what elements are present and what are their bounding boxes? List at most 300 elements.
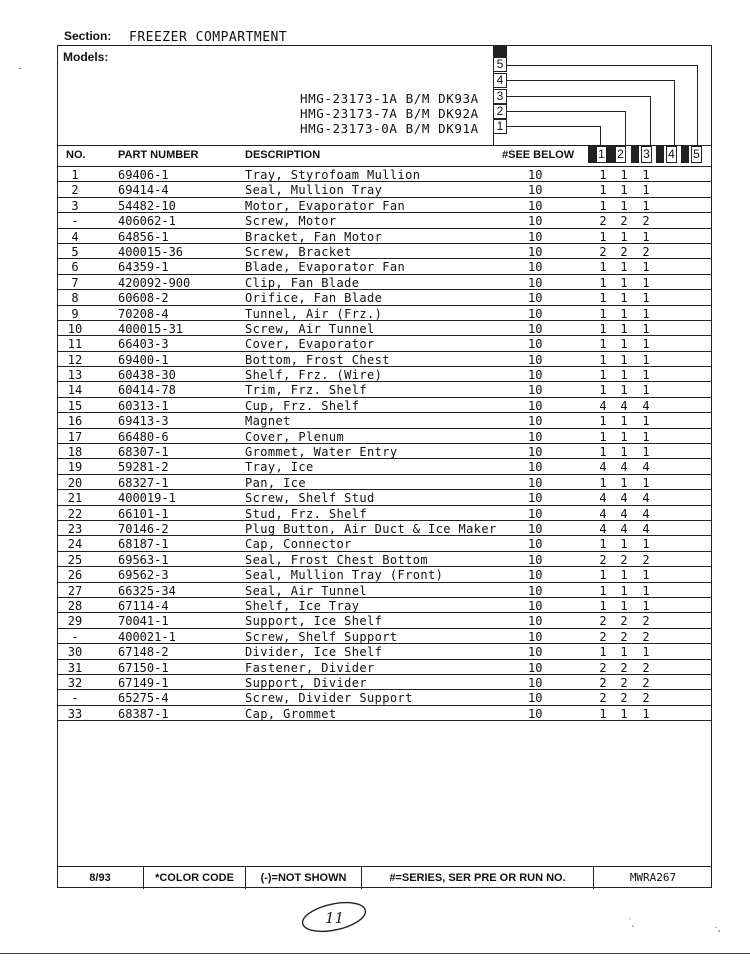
part-description: Seal, Mullion Tray [245, 183, 383, 198]
model-box: 3 [493, 89, 507, 104]
part-number: 68387-1 [118, 706, 169, 721]
part-description: Screw, Divider Support [245, 691, 413, 706]
quantity-model-3: 1 [642, 414, 650, 429]
model-box-cap [493, 46, 507, 57]
quantity-model-2: 1 [620, 352, 628, 367]
quantity-model-2: 1 [620, 414, 628, 429]
part-number: 60414-78 [118, 383, 176, 398]
quantity-model-3: 1 [642, 198, 650, 213]
quantity-model-2: 4 [620, 491, 628, 506]
footer-not-shown: (-)=NOT SHOWN [246, 867, 362, 889]
quantity-model-1: 1 [599, 598, 607, 613]
model-name: HMG-23173-1A B/M DK93A [300, 91, 479, 106]
quantity-model-3: 2 [642, 214, 650, 229]
quantity-model-2: 2 [620, 675, 628, 690]
quantity-model-1: 2 [599, 691, 607, 706]
quantity-model-2: 1 [620, 645, 628, 660]
table-row [58, 306, 711, 321]
see-below-code: 10 [528, 583, 543, 598]
part-description: Support, Divider [245, 675, 367, 690]
part-description: Cap, Grommet [245, 706, 337, 721]
item-number: 17 [67, 429, 83, 444]
quantity-model-2: 1 [620, 168, 628, 182]
see-below-code: 10 [528, 337, 543, 352]
part-number: 70041-1 [118, 614, 169, 629]
part-description: Screw, Shelf Stud [245, 491, 375, 506]
quantity-model-2: 2 [620, 614, 628, 629]
quantity-model-2: 1 [620, 706, 628, 721]
item-number: 23 [67, 521, 83, 536]
quantity-model-1: 1 [599, 429, 607, 444]
part-number: 69413-3 [118, 414, 169, 429]
table-row [58, 167, 711, 182]
quantity-model-3: 1 [642, 183, 650, 198]
part-description: Plug Button, Air Duct & Ice Maker [245, 521, 497, 536]
part-description: Seal, Mullion Tray (Front) [245, 568, 444, 583]
quantity-model-1: 1 [599, 198, 607, 213]
part-description: Seal, Air Tunnel [245, 583, 367, 598]
quantity-model-2: 1 [620, 183, 628, 198]
see-below-code: 10 [528, 675, 543, 690]
part-description: Clip, Fan Blade [245, 275, 360, 290]
item-number: 15 [67, 398, 83, 413]
item-number: 20 [67, 475, 83, 490]
part-number: 66101-1 [118, 506, 169, 521]
quantity-model-1: 1 [599, 706, 607, 721]
quantity-model-3: 4 [642, 398, 650, 413]
part-description: Bottom, Frost Chest [245, 352, 390, 367]
quantity-model-2: 1 [620, 198, 628, 213]
item-number: 29 [67, 614, 83, 629]
footer-date: 8/93 [57, 867, 144, 889]
see-below-code: 10 [528, 168, 543, 182]
see-below-code: 10 [528, 445, 543, 460]
column-header-see-below: #SEE BELOW [502, 149, 575, 161]
table-row [58, 336, 711, 351]
part-description: Divider, Ice Shelf [245, 645, 383, 660]
part-number: 406062-1 [118, 214, 176, 229]
model-box: 4 [493, 73, 507, 88]
quantity-model-3: 1 [642, 568, 650, 583]
part-number: 70146-2 [118, 521, 169, 536]
part-number: 69414-4 [118, 183, 169, 198]
quantity-model-1: 1 [599, 229, 607, 244]
part-number: 66403-3 [118, 337, 169, 352]
table-row [58, 613, 711, 628]
quantity-model-1: 1 [599, 645, 607, 660]
leader-line [507, 65, 697, 66]
quantity-model-1: 4 [599, 506, 607, 521]
see-below-code: 10 [528, 383, 543, 398]
table-row [58, 321, 711, 336]
part-number: 64856-1 [118, 229, 169, 244]
item-number: - [71, 629, 79, 644]
part-description: Trim, Frz. Shelf [245, 383, 367, 398]
see-below-code: 10 [528, 306, 543, 321]
footer-doc-code: MWRA267 [629, 871, 677, 884]
quantity-model-1: 1 [599, 383, 607, 398]
footer-bar [57, 866, 712, 889]
table-row [58, 182, 711, 197]
quantity-model-1: 1 [599, 168, 607, 182]
quantity-model-3: 1 [642, 706, 650, 721]
item-number: 24 [67, 537, 83, 552]
item-number: - [71, 691, 79, 706]
quantity-model-2: 2 [620, 629, 628, 644]
item-number: 30 [67, 645, 83, 660]
see-below-code: 10 [528, 691, 543, 706]
quantity-model-2: 2 [620, 552, 628, 567]
part-number: 64359-1 [118, 260, 169, 275]
part-number: 59281-2 [118, 460, 169, 475]
see-below-code: 10 [528, 552, 543, 567]
table-row [58, 475, 711, 490]
quantity-model-3: 1 [642, 337, 650, 352]
part-description: Fastener, Divider [245, 660, 375, 675]
page-number-mark [300, 900, 370, 934]
item-number: 12 [67, 352, 83, 367]
section-label: Section: [64, 29, 112, 43]
part-number: 54482-10 [118, 198, 176, 213]
part-number: 66480-6 [118, 429, 169, 444]
part-number: 420092-900 [118, 275, 191, 290]
leader-line [507, 96, 650, 97]
quantity-model-1: 4 [599, 460, 607, 475]
quantity-model-2: 1 [620, 337, 628, 352]
item-number: 2 [71, 183, 79, 198]
quantity-model-1: 1 [599, 321, 607, 336]
table-row [58, 629, 711, 644]
part-description: Cap, Connector [245, 537, 352, 552]
table-row [58, 413, 711, 428]
quantity-model-2: 4 [620, 398, 628, 413]
column-header-model-5: 5 [691, 146, 702, 163]
quantity-model-3: 1 [642, 229, 650, 244]
column-header-cap [607, 146, 615, 163]
table-row [58, 706, 711, 721]
quantity-model-3: 4 [642, 491, 650, 506]
see-below-code: 10 [528, 475, 543, 490]
quantity-model-3: 1 [642, 383, 650, 398]
quantity-model-3: 2 [642, 660, 650, 675]
column-header-cap [588, 146, 596, 163]
item-number: 19 [67, 460, 83, 475]
quantity-model-3: 1 [642, 352, 650, 367]
column-header-model-2: 2 [615, 146, 626, 163]
part-description: Cup, Frz. Shelf [245, 398, 360, 413]
quantity-model-3: 1 [642, 583, 650, 598]
quantity-model-1: 2 [599, 660, 607, 675]
quantity-model-2: 1 [620, 321, 628, 336]
footer-series-legend: #=SERIES, SER PRE OR RUN NO. [362, 867, 594, 889]
see-below-code: 10 [528, 229, 543, 244]
part-number: 69562-3 [118, 568, 169, 583]
table-row [58, 552, 711, 567]
part-description: Screw, Bracket [245, 244, 352, 259]
quantity-model-2: 1 [620, 229, 628, 244]
quantity-model-2: 4 [620, 521, 628, 536]
quantity-model-1: 1 [599, 475, 607, 490]
part-number: 68187-1 [118, 537, 169, 552]
quantity-model-1: 1 [599, 568, 607, 583]
part-number: 67148-2 [118, 645, 169, 660]
scan-smudge: ʿ˛ [628, 916, 636, 928]
table-row [58, 536, 711, 551]
page-number-text: 11 [325, 909, 345, 927]
part-description: Grommet, Water Entry [245, 445, 398, 460]
part-number: 400015-36 [118, 244, 184, 259]
quantity-model-1: 2 [599, 552, 607, 567]
leader-line [600, 126, 601, 147]
part-description: Cover, Plenum [245, 429, 345, 444]
part-description: Shelf, Frz. (Wire) [245, 368, 383, 383]
quantity-model-1: 4 [599, 521, 607, 536]
table-row [58, 229, 711, 244]
quantity-model-2: 1 [620, 537, 628, 552]
table-row [58, 644, 711, 659]
item-number: 13 [67, 368, 83, 383]
footer-color-code: *COLOR CODE [144, 867, 246, 889]
see-below-code: 10 [528, 460, 543, 475]
part-number: 67149-1 [118, 675, 169, 690]
table-row [58, 198, 711, 213]
quantity-model-3: 1 [642, 598, 650, 613]
part-description: Stud, Frz. Shelf [245, 506, 367, 521]
quantity-model-2: 1 [620, 598, 628, 613]
part-number: 66325-34 [118, 583, 176, 598]
table-row [58, 583, 711, 598]
quantity-model-3: 2 [642, 614, 650, 629]
table-row [58, 490, 711, 505]
leader-line [650, 96, 651, 147]
see-below-code: 10 [528, 660, 543, 675]
column-header-model-4: 4 [666, 146, 677, 163]
quantity-model-1: 1 [599, 414, 607, 429]
quantity-model-3: 1 [642, 291, 650, 306]
part-description: Screw, Motor [245, 214, 337, 229]
quantity-model-3: 2 [642, 244, 650, 259]
item-number: 6 [71, 260, 79, 275]
quantity-model-3: 1 [642, 645, 650, 660]
quantity-model-1: 1 [599, 583, 607, 598]
part-description: Blade, Evaporator Fan [245, 260, 406, 275]
quantity-model-1: 1 [599, 291, 607, 306]
item-number: 31 [67, 660, 83, 675]
see-below-code: 10 [528, 398, 543, 413]
item-number: 18 [67, 445, 83, 460]
quantity-model-1: 1 [599, 368, 607, 383]
quantity-model-2: 2 [620, 244, 628, 259]
column-header-model-1: 1 [596, 146, 607, 163]
see-below-code: 10 [528, 429, 543, 444]
quantity-model-1: 1 [599, 275, 607, 290]
quantity-model-3: 2 [642, 552, 650, 567]
quantity-model-3: 2 [642, 691, 650, 706]
quantity-model-2: 1 [620, 260, 628, 275]
quantity-model-3: 2 [642, 629, 650, 644]
see-below-code: 10 [528, 214, 543, 229]
part-description: Screw, Shelf Support [245, 629, 398, 644]
quantity-model-2: 4 [620, 460, 628, 475]
quantity-model-2: 1 [620, 368, 628, 383]
see-below-code: 10 [528, 568, 543, 583]
table-row [58, 275, 711, 290]
see-below-code: 10 [528, 244, 543, 259]
table-row [58, 459, 711, 474]
part-description: Cover, Evaporator [245, 337, 375, 352]
leader-line [674, 80, 675, 147]
see-below-code: 10 [528, 321, 543, 336]
column-header-part-number: PART NUMBER [118, 149, 199, 161]
table-row [58, 506, 711, 521]
quantity-model-3: 1 [642, 445, 650, 460]
quantity-model-2: 1 [620, 445, 628, 460]
item-number: 26 [67, 568, 83, 583]
table-row [58, 290, 711, 305]
quantity-model-3: 4 [642, 460, 650, 475]
quantity-model-3: 1 [642, 537, 650, 552]
item-number: - [71, 214, 79, 229]
see-below-code: 10 [528, 491, 543, 506]
item-number: 33 [67, 706, 83, 721]
see-below-code: 10 [528, 706, 543, 721]
column-header-cap [656, 146, 664, 163]
model-box: 1 [493, 119, 507, 134]
quantity-model-3: 1 [642, 368, 650, 383]
part-description: Screw, Air Tunnel [245, 321, 375, 336]
quantity-model-3: 1 [642, 306, 650, 321]
part-description: Tray, Ice [245, 460, 314, 475]
leader-line [507, 111, 625, 112]
quantity-model-3: 1 [642, 260, 650, 275]
part-number: 69400-1 [118, 352, 169, 367]
see-below-code: 10 [528, 275, 543, 290]
leader-line [625, 111, 626, 147]
scan-smudge: ·, [714, 922, 721, 934]
quantity-model-2: 1 [620, 306, 628, 321]
see-below-code: 10 [528, 521, 543, 536]
part-number: 67150-1 [118, 660, 169, 675]
part-number: 68327-1 [118, 475, 169, 490]
part-number: 400021-1 [118, 629, 176, 644]
table-row [58, 352, 711, 367]
quantity-model-1: 4 [599, 491, 607, 506]
table-row [58, 259, 711, 274]
part-description: Pan, Ice [245, 475, 306, 490]
part-description: Motor, Evaporator Fan [245, 198, 406, 213]
part-number: 400019-1 [118, 491, 176, 506]
column-header-cap [631, 146, 639, 163]
quantity-model-2: 1 [620, 568, 628, 583]
see-below-code: 10 [528, 537, 543, 552]
quantity-model-1: 4 [599, 398, 607, 413]
see-below-code: 10 [528, 368, 543, 383]
see-below-code: 10 [528, 414, 543, 429]
item-number: 7 [71, 275, 79, 290]
table-row [58, 244, 711, 259]
item-number: 11 [67, 337, 83, 352]
table-row [58, 660, 711, 675]
model-box: 5 [493, 57, 507, 72]
item-number: 14 [67, 383, 83, 398]
part-description: Seal, Frost Chest Bottom [245, 552, 428, 567]
quantity-model-1: 1 [599, 306, 607, 321]
part-description: Orifice, Fan Blade [245, 291, 383, 306]
part-description: Bracket, Fan Motor [245, 229, 383, 244]
see-below-code: 10 [528, 629, 543, 644]
see-below-code: 10 [528, 198, 543, 213]
column-header-no: NO. [66, 149, 86, 161]
part-number: 68307-1 [118, 445, 169, 460]
part-description: Magnet [245, 414, 291, 429]
quantity-model-1: 1 [599, 352, 607, 367]
quantity-model-2: 1 [620, 275, 628, 290]
quantity-model-1: 1 [599, 183, 607, 198]
item-number: 21 [67, 491, 83, 506]
quantity-model-3: 1 [642, 168, 650, 182]
see-below-code: 10 [528, 260, 543, 275]
quantity-model-3: 2 [642, 675, 650, 690]
quantity-model-1: 1 [599, 337, 607, 352]
leader-line [507, 126, 600, 127]
part-number: 60608-2 [118, 291, 169, 306]
leader-line [507, 80, 674, 81]
quantity-model-3: 4 [642, 521, 650, 536]
item-number: 5 [71, 244, 79, 259]
quantity-model-2: 2 [620, 660, 628, 675]
see-below-code: 10 [528, 352, 543, 367]
part-number: 67114-4 [118, 598, 169, 613]
quantity-model-2: 2 [620, 691, 628, 706]
quantity-model-2: 1 [620, 383, 628, 398]
table-row [58, 398, 711, 413]
table-row [58, 382, 711, 397]
part-number: 69406-1 [118, 168, 169, 182]
scan-smudge: - [18, 62, 22, 74]
part-description: Shelf, Ice Tray [245, 598, 360, 613]
part-number: 400015-31 [118, 321, 184, 336]
part-description: Tray, Styrofoam Mullion [245, 168, 421, 182]
part-description: Support, Ice Shelf [245, 614, 383, 629]
part-number: 70208-4 [118, 306, 169, 321]
item-number: 27 [67, 583, 83, 598]
quantity-model-3: 4 [642, 506, 650, 521]
item-number: 4 [71, 229, 79, 244]
part-number: 69563-1 [118, 552, 169, 567]
quantity-model-2: 1 [620, 583, 628, 598]
part-number: 60438-30 [118, 368, 176, 383]
column-header-cap [681, 146, 689, 163]
see-below-code: 10 [528, 183, 543, 198]
item-number: 25 [67, 552, 83, 567]
model-name: HMG-23173-7A B/M DK92A [300, 106, 479, 121]
see-below-code: 10 [528, 614, 543, 629]
table-row [58, 429, 711, 444]
table-row [58, 675, 711, 690]
quantity-model-2: 2 [620, 214, 628, 229]
see-below-code: 10 [528, 598, 543, 613]
model-name: HMG-23173-0A B/M DK91A [300, 121, 479, 136]
column-header-model-3: 3 [641, 146, 652, 163]
quantity-model-1: 2 [599, 675, 607, 690]
quantity-model-2: 4 [620, 506, 628, 521]
quantity-model-3: 1 [642, 429, 650, 444]
quantity-model-3: 1 [642, 475, 650, 490]
quantity-model-1: 2 [599, 244, 607, 259]
column-header-description: DESCRIPTION [245, 149, 321, 161]
table-row [58, 690, 711, 705]
section-title: FREEZER COMPARTMENT [129, 30, 288, 45]
